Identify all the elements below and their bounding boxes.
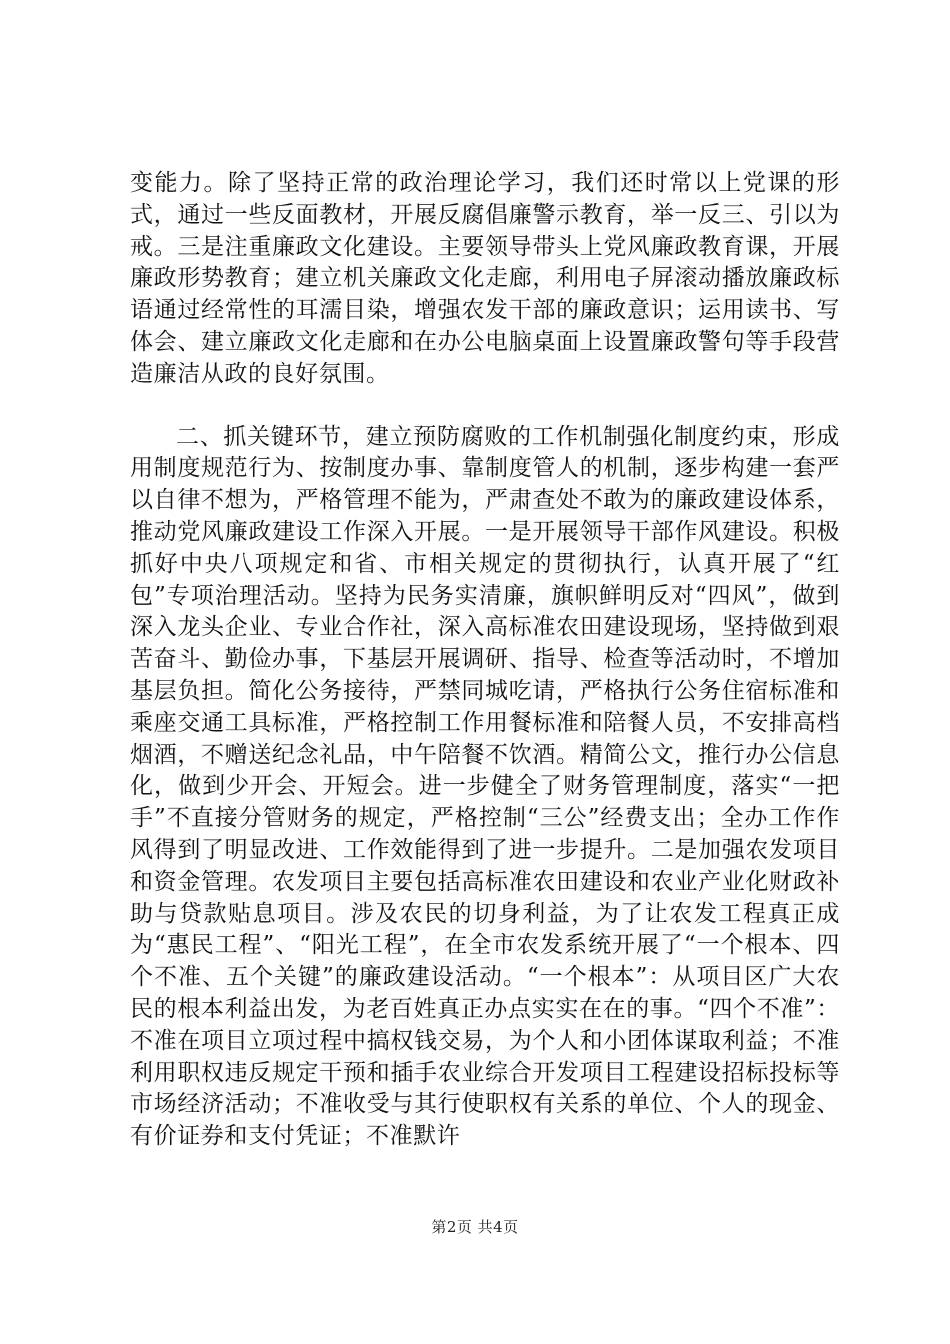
paragraph-continuation: 变能力。除了坚持正常的政治理论学习，我们还时常以上党课的形式，通过一些反面教材，开展反腐倡廉警示教育，举一反三、引以为戒。三是注重廉政文化建设。主要领导带头上党风廉政教育课，开展廉政形势教育；建立机关廉政文化走廊，利用电子屏滚动播放廉政标语通过经常性的耳濡目染，增强农发干部的廉政意识；运用读书、写体会、建立廉政文化走廊和在办公电脑桌面上设置廉政警句等手段营造廉洁从政的良好氛围。: [130, 170, 840, 387]
paragraph-section-two: 二、抓关键环节，建立预防腐败的工作机制强化制度约束，形成用制度规范行为、按制度办事、靠制度管人的机制，逐步构建一套严以自律不想为，严格管理不能为，严肃查处不敢为的廉政建设体系，推动党风廉政建设工作深入开展。一是开展领导干部作风建设。积极抓好中央八项规定和省、市相关规定的贯彻执行，认真开展了“红包”专项治理活动。坚持为民务实清廉，旗帜鲜明反对“四风”，做到深入龙头企业、专业合作社，深入高标准农田建设现场，坚持做到艰苦奋斗、勤俭办事，下基层开展调研、指导、检查等活动时，不增加基层负担。简化公务接待，严禁同城吃请，严格执行公务住宿标准和乘座交通工具标准，严格控制工作用餐标准和陪餐人员，不安排高档烟酒，不赠送纪念礼品，中午陪餐不饮酒。精简公文，推行办公信息化，做到少开会、开短会。进一步健全了财务管理制度，落实“一把手”不直接分管财务的规定，严格控制“三公”经费支出；全办工作作风得到了明显改进、工作效能得到了进一步提升。二是加强农发项目和资金管理。农发项目主要包括高标准农田建设和农业产业化财政补助与贷款贴息项目。涉及农民的切身利益，为了让农发工程真正成为“惠民工程”、“阳光工程”，在全市农发系统开展了“一个根本、四个不准、五个关键”的廉政建设活动。“一个根本”：从项目区广大农民的根本利益出发，为老百姓真正办点实实在在的事。“四个不准”：不准在项目立项过程中搞权钱交易，为个人和小团体谋取利益；不准利用职权违反规定干预和插手农业综合开发项目工程建设招标投标等市场经济活动；不准收受与其行使职权有关系的单位、个人的现金、有价证券和支付凭证；不准默许: [130, 423, 840, 1150]
document-body: [130, 168, 840, 1153]
page-number-footer: 第2页 共4页: [431, 1218, 519, 1236]
